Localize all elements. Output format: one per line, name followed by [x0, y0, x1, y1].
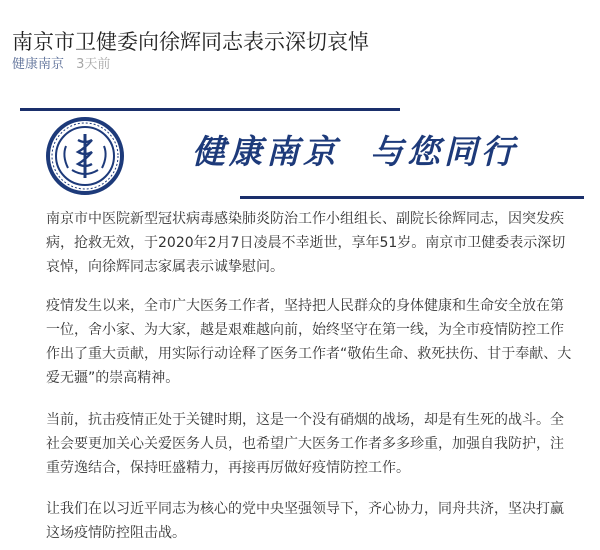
article-title: 南京市卫健委向徐辉同志表示深切哀悼 [12, 30, 369, 55]
header-banner [20, 108, 584, 200]
publish-time: 3天前 [76, 57, 111, 72]
banner-slogan-part2: 与您同行 [370, 132, 518, 171]
account-name-link[interactable]: 健康南京 [12, 57, 65, 72]
article-paragraph-3: 当前，抗击疫情正处于关键时期，这是一个没有硝烟的战场，却是有生死的战斗。全社会要更加关心关爱医务人员，也希望广大医务工作者多多珍重，加强自我防护，注重劳逸结合，保持旺盛精力，再接再厉做好疫情防控工作。 [46, 412, 564, 476]
article-paragraph-2: 疫情发生以来，全市广大医务工作者，坚持把人民群众的身体健康和生命安全放在第一位，舍小家、为大家，越是艰难越向前，始终坚守在第一线，为全市疫情防控工作作出了重大贡献，用实际行动诠释了医务工作者“敬佑生命、救死扶伤、甘于奉献、大爱无疆”的崇高精神。 [46, 298, 572, 386]
article-meta [12, 56, 110, 74]
article-paragraph-4: 让我们在以习近平同志为核心的党中央坚强领导下，齐心协力，同舟共济，坚决打赢这场疫情防控阻击战。 [46, 501, 564, 541]
article-paragraph-1: 南京市中医院新型冠状病毒感染肺炎防治工作小组组长、副院长徐辉同志，因突发疾病，抢救无效，于2020年2月7日凌晨不幸逝世，享年51岁。南京市卫健委表示深切哀悼，向徐辉同志家属表示诚挚慰问。 [46, 211, 566, 275]
health-commission-emblem-icon [42, 116, 128, 196]
banner-slogan [192, 126, 518, 178]
banner-top-rule [20, 108, 400, 111]
banner-bottom-rule [240, 196, 584, 199]
banner-slogan-part1: 健康南京 [192, 132, 340, 171]
